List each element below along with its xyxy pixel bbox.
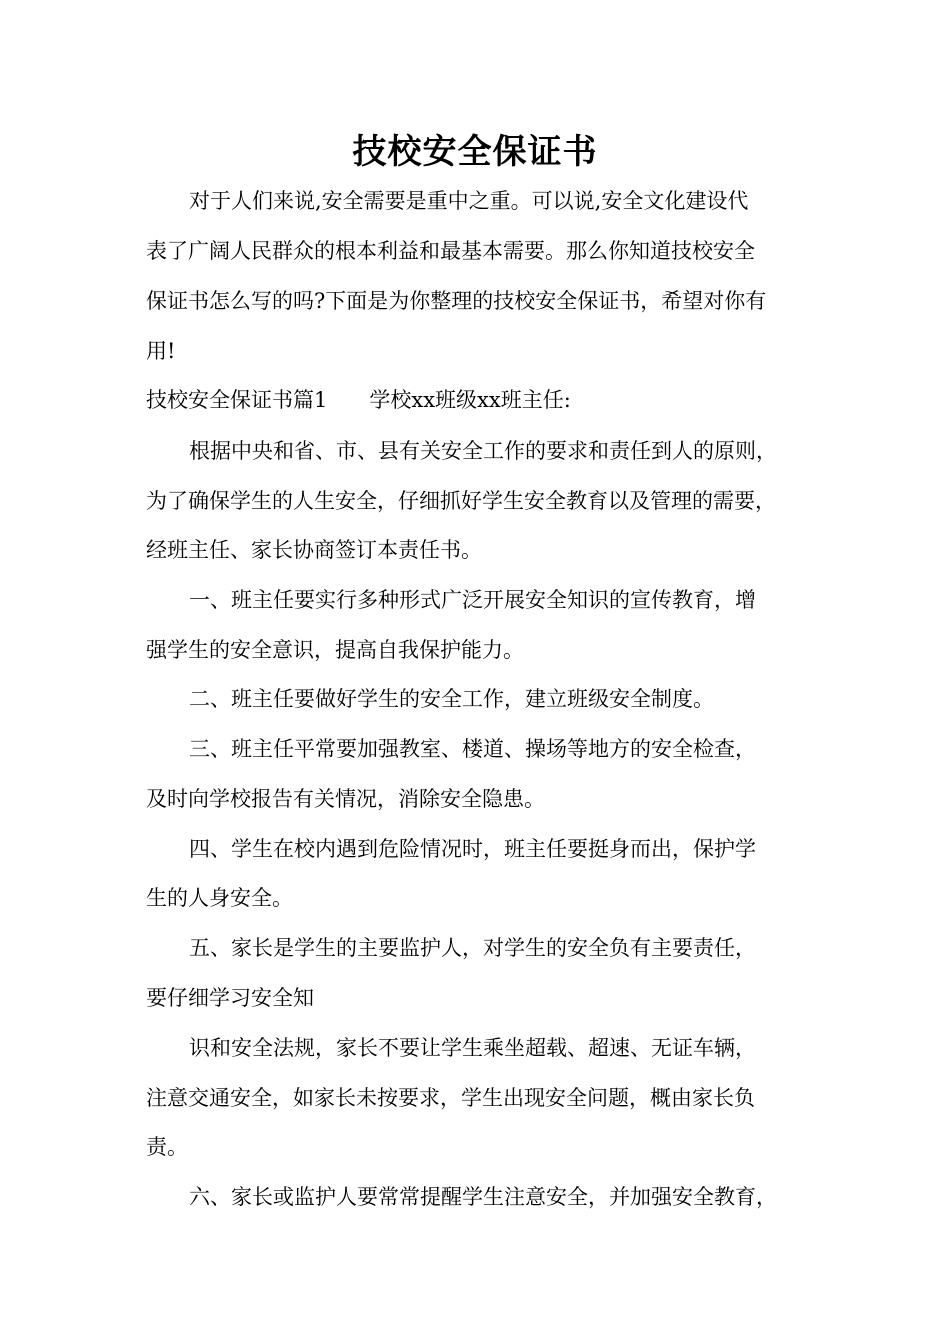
paragraph-line: 识和安全法规，家长不要让学生乘坐超载、超速、无证车辆， (189, 1036, 756, 1060)
paragraph-line: 要仔细学习安全知 (146, 986, 314, 1010)
section-heading: 技校安全保证书篇1 (146, 388, 328, 412)
paragraph-line: 二、班主任要做好学生的安全工作，建立班级安全制度。 (189, 687, 714, 711)
paragraph-line: 根据中央和省、市、县有关安全工作的要求和责任到人的原则， (189, 439, 777, 463)
paragraph-line: 三、班主任平常要加强教室、楼道、操场等地方的安全检查， (189, 737, 756, 761)
section-heading-line (146, 385, 571, 415)
paragraph-line: 四、学生在校内遇到危险情况时，班主任要挺身而出，保护学 (189, 837, 756, 861)
paragraph-line: 责。 (146, 1135, 188, 1159)
paragraph-line: 一、班主任要实行多种形式广泛开展安全知识的宣传教育，增 (189, 588, 756, 612)
paragraph-line: 及时向学校报告有关情况，消除安全隐患。 (146, 787, 545, 811)
paragraph-line: 六、家长或监护人要常常提醒学生注意安全，并加强安全教育， (189, 1185, 777, 1209)
paragraph-line: 为了确保学生的人生安全，仔细抓好学生安全教育以及管理的需要， (146, 489, 776, 513)
paragraph-line: 用! (146, 339, 176, 363)
paragraph-line: 表了广阔人民群众的根本利益和最基本需要。那么你知道技校安全 (146, 239, 755, 263)
paragraph-line: 注意交通安全，如家长未按要求，学生出现安全问题，概由家长负 (146, 1086, 755, 1110)
paragraph-line: 强学生的安全意识，提高自我保护能力。 (146, 638, 524, 662)
paragraph-line: 对于人们来说,安全需要是重中之重。可以说,安全文化建设代 (189, 189, 749, 213)
addressee: 学校xx班级xx班主任: (369, 388, 571, 412)
paragraph-line: 生的人身安全。 (146, 886, 293, 910)
paragraph-line: 保证书怎么写的吗?下面是为你整理的技校安全保证书，希望对你有 (146, 289, 767, 313)
paragraph-line: 经班主任、家长协商签订本责任书。 (146, 538, 482, 562)
document-title: 技校安全保证书 (352, 132, 598, 172)
paragraph-line: 五、家长是学生的主要监护人，对学生的安全负有主要责任， (189, 936, 756, 960)
